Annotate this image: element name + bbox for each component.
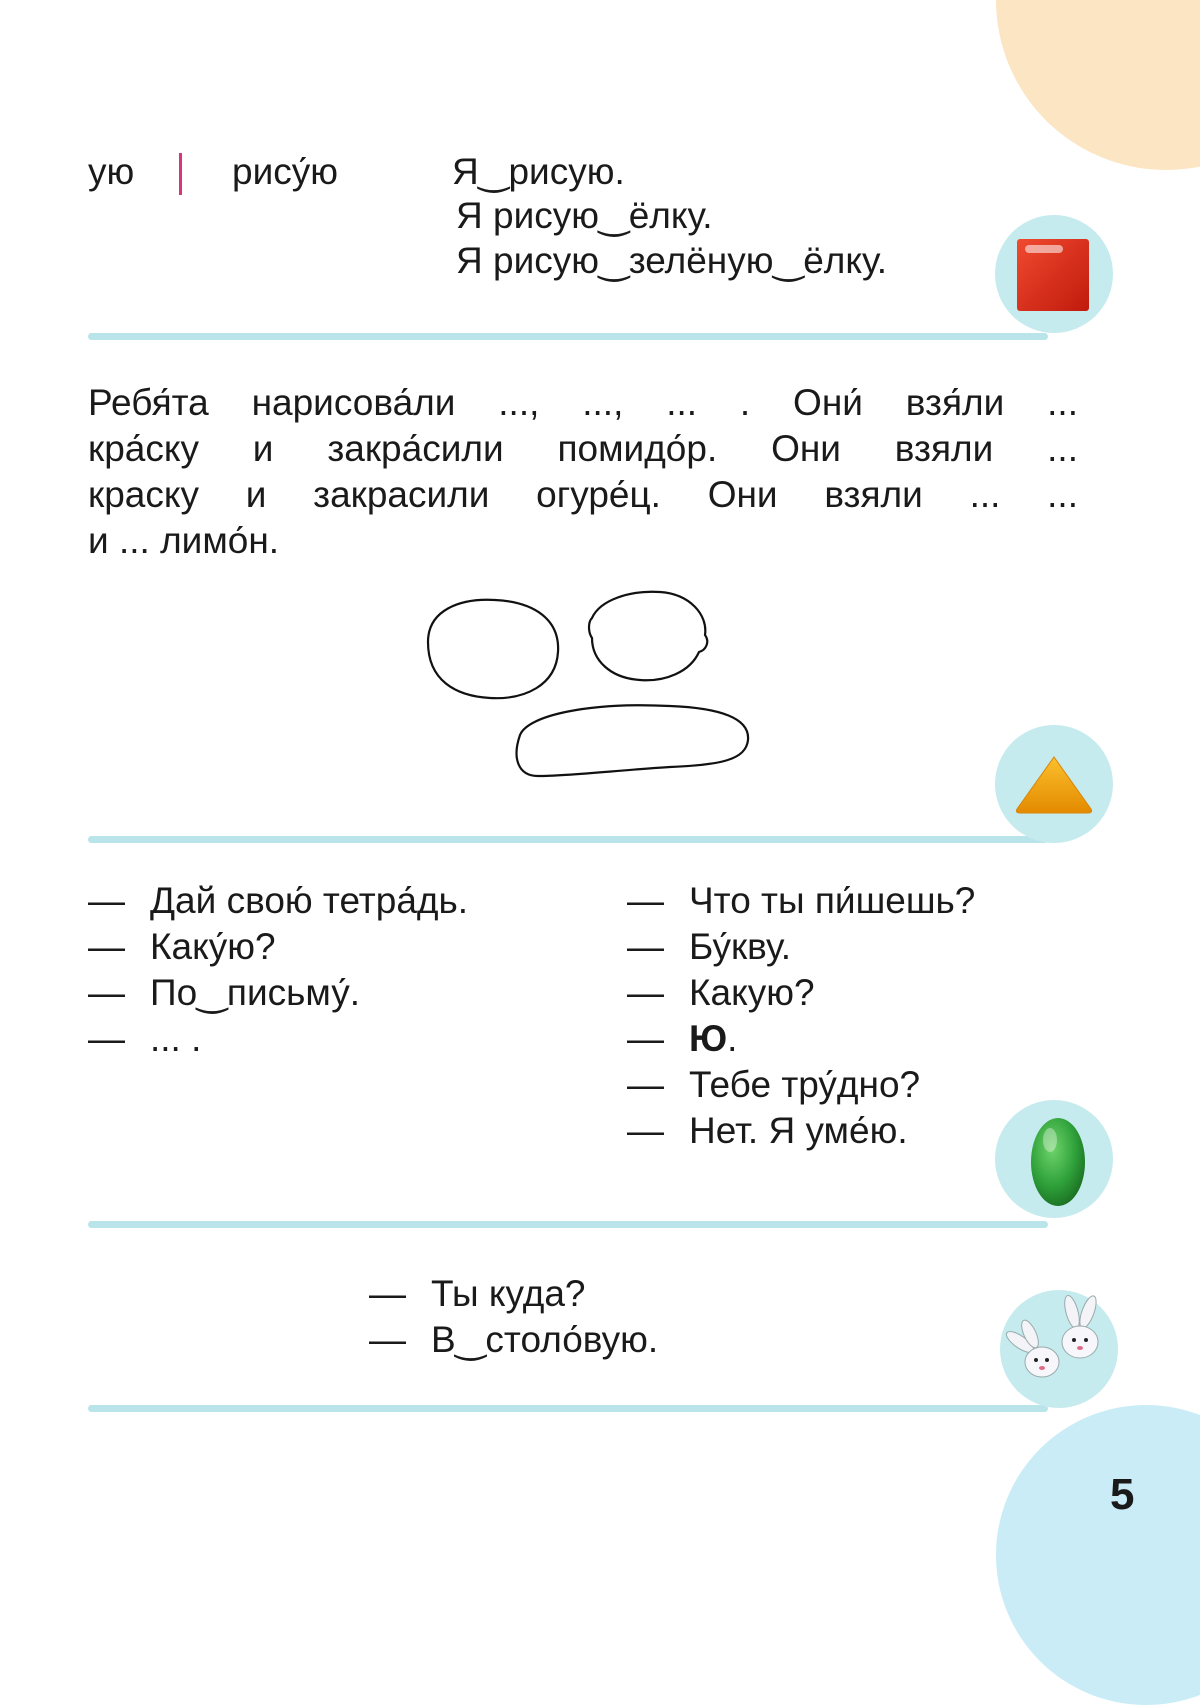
syllable: ую bbox=[88, 151, 135, 192]
dialogue-line: — Ты куда? bbox=[369, 1273, 586, 1314]
section-badge-1 bbox=[995, 215, 1113, 333]
dialogue-line: — Дай свою́ тетра́дь. bbox=[88, 880, 469, 921]
dialogue-line: — Бу́кву. bbox=[627, 926, 792, 967]
dialogue-line: — Тебе тру́дно? bbox=[627, 1064, 921, 1105]
dialogue-line: — По‿письму́. bbox=[88, 972, 361, 1013]
green-oval-icon bbox=[995, 1100, 1113, 1218]
lemon-outline bbox=[589, 592, 707, 681]
cucumber-outline bbox=[517, 705, 749, 776]
paragraph-line: краску и закрасили огуре́ц. Они взяли ... ... bbox=[88, 474, 1078, 515]
exercise-paragraph bbox=[88, 380, 1078, 564]
section-divider-4 bbox=[88, 1405, 1048, 1412]
corner-decoration-bottom bbox=[996, 1405, 1200, 1705]
syllable-divider bbox=[179, 153, 182, 195]
dialogue-line: — Что ты пи́шешь? bbox=[627, 880, 976, 921]
vegetable-outlines bbox=[420, 590, 760, 800]
sentence-1: Я‿рисую. bbox=[452, 151, 625, 192]
page-number: 5 bbox=[1110, 1470, 1135, 1519]
dialogue-short bbox=[369, 1271, 658, 1363]
letter-yu: Ю bbox=[689, 1018, 728, 1059]
orange-triangle-icon bbox=[995, 725, 1113, 843]
sentence-3: Я рисую‿зелёную‿ёлку. bbox=[456, 240, 888, 281]
word-risuyu: рису́ю bbox=[232, 151, 338, 192]
section-badge-2 bbox=[995, 725, 1113, 843]
sentence-2: Я рисую‿ёлку. bbox=[456, 195, 713, 236]
section-badge-3 bbox=[995, 1100, 1113, 1218]
dialogue-line: — Нет. Я уме́ю. bbox=[627, 1110, 908, 1151]
paragraph-line: Ребя́та нарисова́ли ..., ..., ... . Они́ взя́ли ... bbox=[88, 382, 1078, 423]
dialogue-right bbox=[627, 878, 975, 1154]
dialogue-line: — Ю. bbox=[627, 1018, 738, 1059]
section-divider-3 bbox=[88, 1221, 1048, 1228]
bunnies-icon bbox=[1000, 1290, 1118, 1408]
dialogue-line: — ... . bbox=[88, 1018, 202, 1059]
dialogue-line: — В‿столо́вую. bbox=[369, 1319, 659, 1360]
corner-decoration-top bbox=[996, 0, 1200, 170]
section-divider-2 bbox=[88, 836, 1048, 843]
dialogue-line: — Какую? bbox=[627, 972, 815, 1013]
section-badge-4 bbox=[1000, 1290, 1118, 1408]
dialogue-left bbox=[88, 878, 468, 1062]
tomato-outline bbox=[428, 600, 558, 698]
section-divider-1 bbox=[88, 333, 1048, 340]
paragraph-line: кра́ску и закра́сили помидо́р. Они взяли ... bbox=[88, 428, 1078, 469]
red-square-icon bbox=[995, 215, 1113, 333]
dialogue-line: — Каку́ю? bbox=[88, 926, 276, 967]
paragraph-line: и ... лимо́н. bbox=[88, 520, 280, 561]
